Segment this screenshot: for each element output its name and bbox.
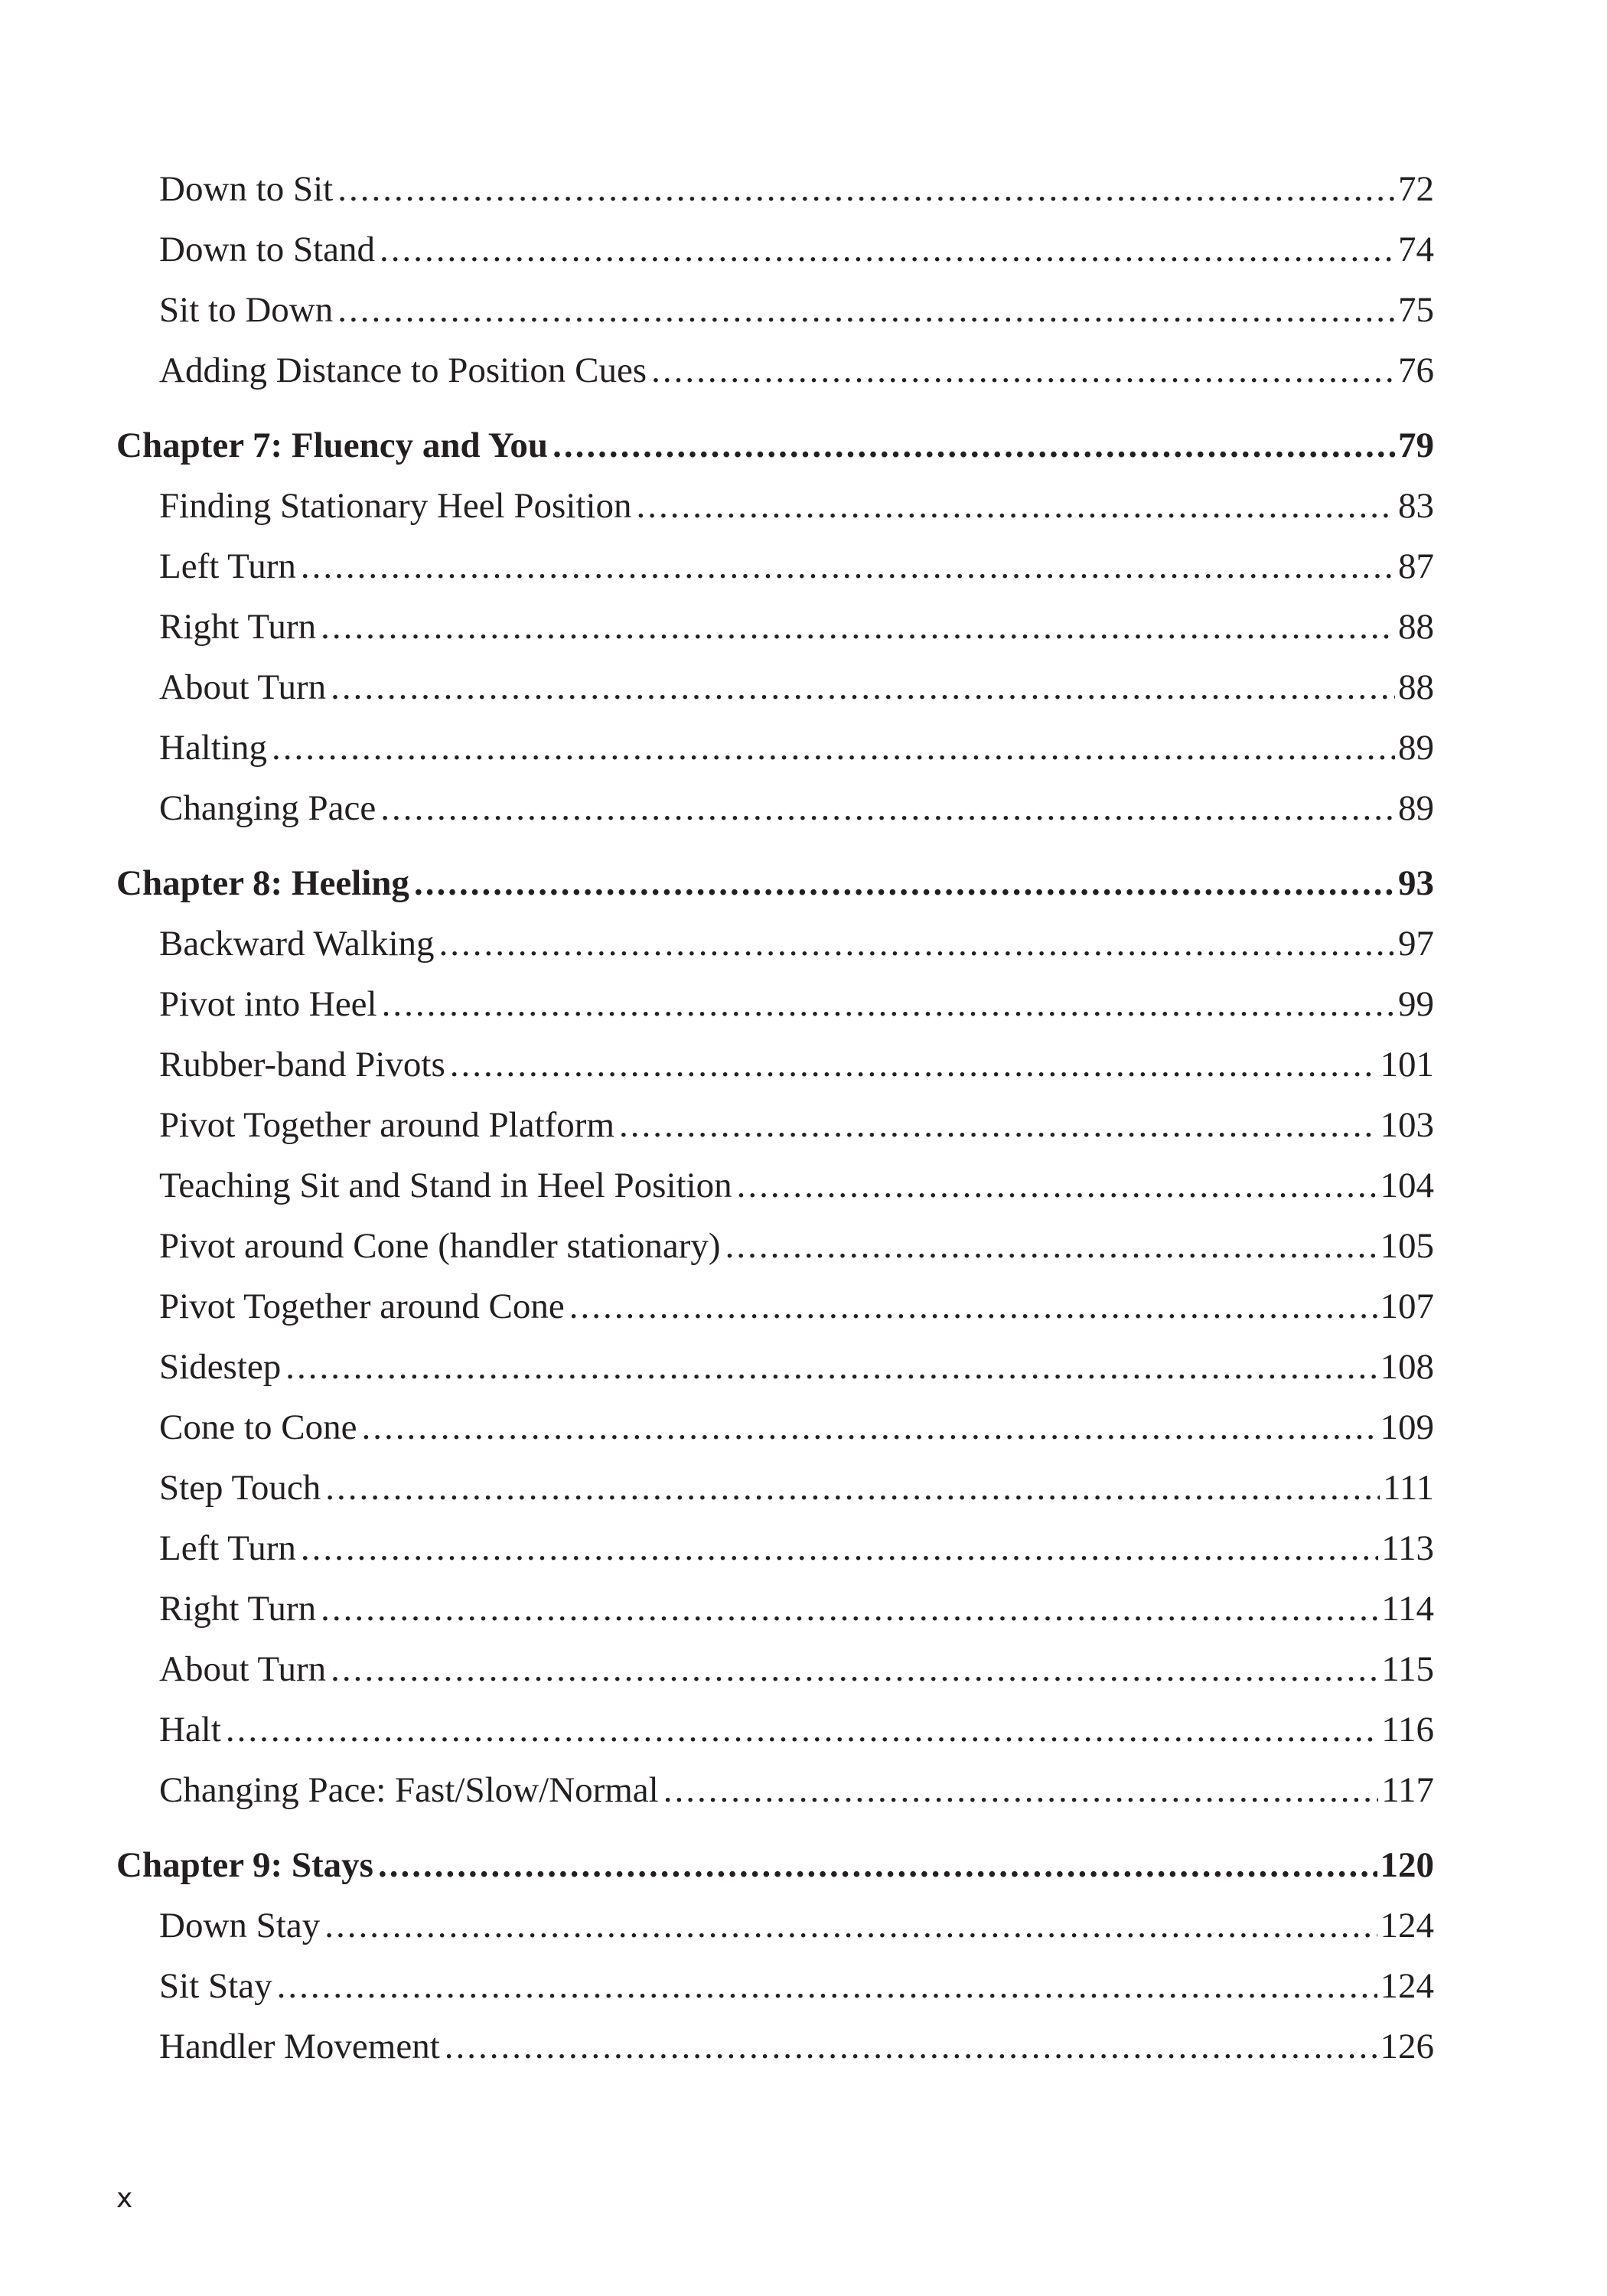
dot-leader [737,1156,1377,1216]
toc-section-entry [116,1216,1434,1277]
toc-entry-title: Pivot into Heel [159,984,377,1024]
toc-entry-title: Sit to Down [159,290,334,330]
toc-section-entry [116,1760,1434,1821]
toc-section-entry [116,536,1434,597]
toc-entry-page-number: 117 [1381,1770,1434,1810]
toc-section-entry [116,280,1434,341]
toc-section-entry [116,597,1434,657]
dot-leader [321,1579,1378,1639]
toc-section-entry [116,657,1434,718]
toc-chapter-entry [116,415,1434,476]
toc-entry-page-number: 75 [1398,290,1434,330]
toc-section-entry [116,1579,1434,1639]
toc-section-entry [116,1956,1434,2017]
toc-entry-title: Halt [159,1710,221,1750]
toc-entry-page-number: 74 [1398,230,1434,269]
toc-entry-page-number: 124 [1380,1906,1434,1945]
toc-chapter-entry [116,1835,1434,1896]
toc-section-entry [116,974,1434,1035]
toc-entry-page-number: 109 [1380,1407,1434,1447]
toc-section-entry [116,2017,1434,2077]
toc-entry-page-number: 104 [1380,1166,1434,1205]
toc-entry-title: Left Turn [159,1528,296,1568]
table-of-contents [116,159,1434,2077]
toc-entry-title: Chapter 9: Stays [116,1845,373,1885]
toc-section-entry [116,1458,1434,1518]
toc-entry-title: Down Stay [159,1906,321,1945]
toc-entry-title: Sidestep [159,1347,282,1387]
toc-entry-page-number: 111 [1382,1468,1434,1508]
toc-chapter-entry [116,853,1434,914]
toc-entry-title: Down to Sit [159,169,334,209]
toc-entry-page-number: 103 [1380,1105,1434,1145]
dot-leader [663,1760,1379,1821]
toc-entry-title: Pivot Together around Platform [159,1105,615,1145]
toc-entry-page-number: 79 [1398,426,1434,465]
dot-leader [361,1397,1377,1458]
toc-entry-page-number: 89 [1398,788,1434,828]
toc-entry-title: Cone to Cone [159,1407,357,1447]
toc-entry-page-number: 83 [1398,486,1434,526]
toc-entry-title: Left Turn [159,546,296,586]
toc-entry-page-number: 126 [1380,2027,1434,2066]
dot-leader [414,853,1395,914]
dot-leader [272,718,1395,778]
dot-leader [226,1700,1378,1760]
dot-leader [569,1277,1377,1337]
toc-entry-title: Chapter 7: Fluency and You [116,426,549,465]
toc-entry-page-number: 99 [1398,984,1434,1024]
toc-entry-page-number: 114 [1381,1589,1434,1629]
toc-section-entry [116,1639,1434,1700]
toc-entry-page-number: 89 [1398,728,1434,768]
toc-entry-title: Finding Stationary Heel Position [159,486,632,526]
toc-section-entry [116,914,1434,974]
dot-leader [382,974,1395,1035]
toc-entry-title: Changing Pace [159,788,376,828]
toc-section-entry [116,1277,1434,1337]
toc-entry-title: Chapter 8: Heeling [116,863,409,903]
toc-entry-page-number: 88 [1398,607,1434,647]
toc-section-entry [116,1518,1434,1579]
toc-entry-title: About Turn [159,1649,327,1689]
dot-leader [321,597,1395,657]
dot-leader [380,220,1395,280]
dot-leader [651,341,1395,401]
toc-entry-title: Sit Stay [159,1966,272,2006]
toc-entry-page-number: 87 [1398,546,1434,586]
toc-entry-page-number: 113 [1381,1528,1434,1568]
toc-section-entry [116,1156,1434,1216]
toc-entry-page-number: 107 [1380,1287,1434,1326]
toc-entry-title: About Turn [159,667,327,707]
toc-entry-title: Changing Pace: Fast/Slow/Normal [159,1770,659,1810]
toc-entry-page-number: 124 [1380,1966,1434,2006]
toc-section-entry [116,1397,1434,1458]
dot-leader [380,778,1395,839]
dot-leader [378,1835,1377,1896]
dot-leader [325,1458,1380,1518]
dot-leader [277,1956,1377,2017]
toc-entry-title: Pivot Together around Cone [159,1287,565,1326]
toc-entry-page-number: 115 [1381,1649,1434,1689]
dot-leader [331,657,1395,718]
toc-section-entry [116,476,1434,536]
page-number-folio: x [116,2183,133,2214]
dot-leader [285,1337,1377,1397]
dot-leader [337,159,1395,220]
toc-entry-title: Rubber-band Pivots [159,1045,445,1084]
toc-entry-title: Down to Stand [159,230,375,269]
dot-leader [439,914,1396,974]
toc-entry-page-number: 116 [1381,1710,1434,1750]
toc-entry-title: Backward Walking [159,924,435,964]
toc-section-entry [116,718,1434,778]
dot-leader [637,476,1395,536]
toc-entry-title: Right Turn [159,1589,317,1629]
toc-section-entry [116,159,1434,220]
dot-leader [725,1216,1377,1277]
toc-entry-title: Halting [159,728,267,768]
toc-entry-title: Adding Distance to Position Cues [159,351,647,390]
toc-entry-page-number: 97 [1398,924,1434,964]
dot-leader [301,536,1395,597]
toc-section-entry [116,1337,1434,1397]
toc-section-entry [116,220,1434,280]
toc-entry-title: Right Turn [159,607,317,647]
toc-entry-page-number: 93 [1398,863,1434,903]
toc-section-entry [116,1896,1434,1956]
dot-leader [450,1035,1377,1095]
toc-entry-page-number: 101 [1380,1045,1434,1084]
toc-entry-title: Handler Movement [159,2027,440,2066]
dot-leader [324,1896,1377,1956]
toc-entry-page-number: 88 [1398,667,1434,707]
toc-section-entry [116,341,1434,401]
dot-leader [331,1639,1378,1700]
toc-section-entry [116,778,1434,839]
toc-section-entry [116,1035,1434,1095]
toc-section-entry [116,1700,1434,1760]
toc-entry-page-number: 76 [1398,351,1434,390]
dot-leader [445,2017,1377,2077]
toc-entry-page-number: 120 [1380,1845,1434,1885]
toc-entry-page-number: 105 [1380,1226,1434,1266]
toc-entry-title: Step Touch [159,1468,321,1508]
dot-leader [619,1095,1377,1156]
toc-entry-page-number: 72 [1398,169,1434,209]
toc-section-entry [116,1095,1434,1156]
dot-leader [553,415,1395,476]
dot-leader [337,280,1395,341]
toc-entry-title: Teaching Sit and Stand in Heel Position [159,1166,732,1205]
dot-leader [301,1518,1378,1579]
toc-entry-title: Pivot around Cone (handler stationary) [159,1226,721,1266]
toc-entry-page-number: 108 [1380,1347,1434,1387]
